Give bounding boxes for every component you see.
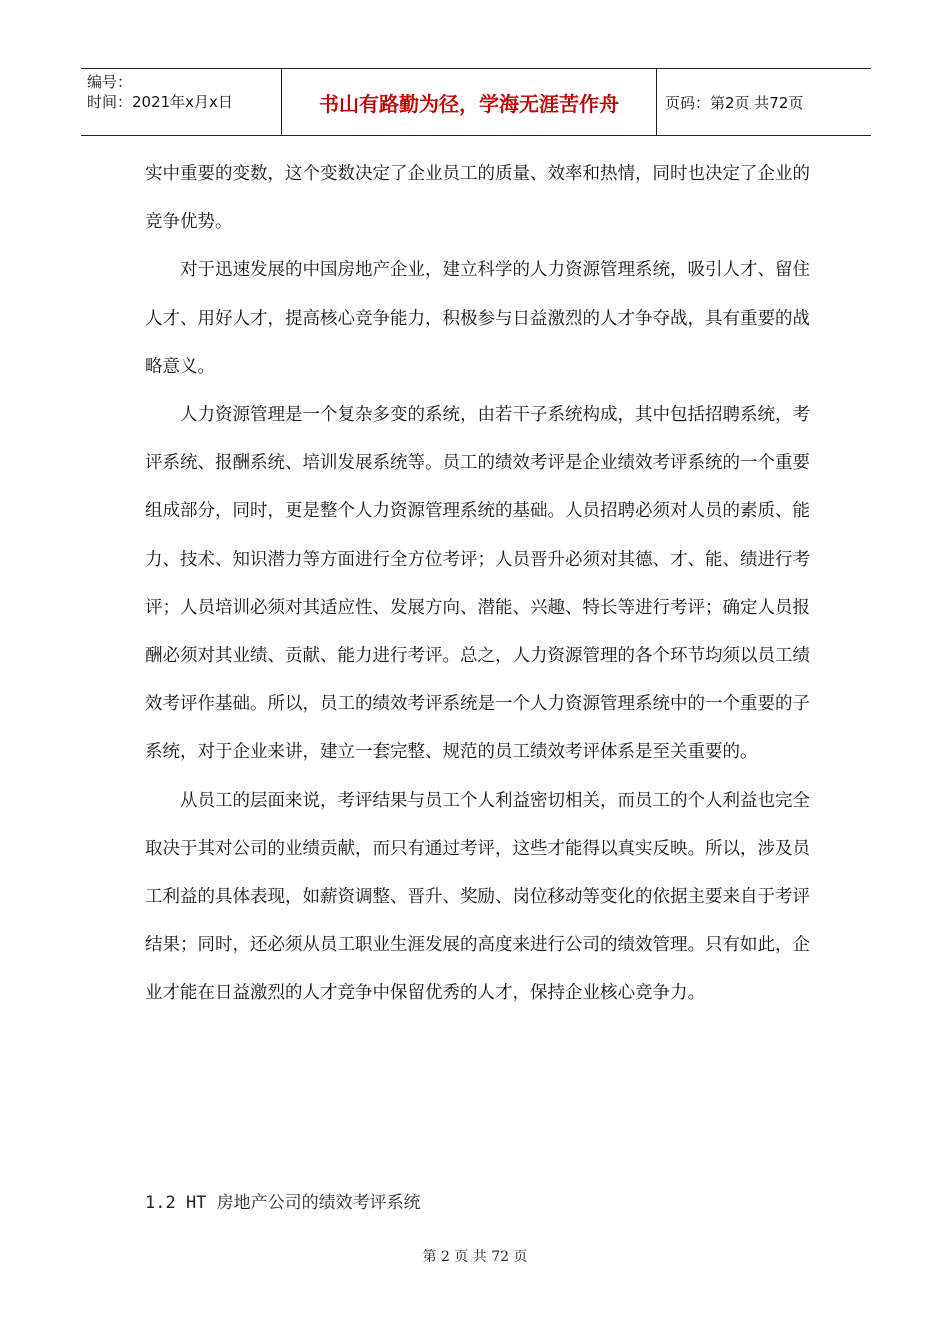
header-meta <box>81 69 281 135</box>
paragraph-continued: 实中重要的变数，这个变数决定了企业员工的质量、效率和热情，同时也决定了企业的竞争优势。 <box>145 164 810 233</box>
doc-time-label: 时间：2021年x月x日 <box>87 93 233 111</box>
page-header <box>81 68 871 136</box>
paragraph: 从员工的层面来说，考评结果与员工个人利益密切相关，而员工的个人利益也完全取决于其对公司的业绩贡献，而只有通过考评，这些才能得以真实反映。所以，涉及员工利益的具体表现，如薪资调整、晋升、奖励、岗位移动等变化的依据主要来自于考评结果；同时，还必须从员工职业生涯发展的高度来进行公司的绩效管理。只有如此，企业才能在日益激烈的人才竞争中保留优秀的人才，保持企业核心竞争力。 <box>145 790 810 1004</box>
page-footer: 第 2 页 共 72 页 <box>422 1249 528 1265</box>
paragraph: 人力资源管理是一个复杂多变的系统，由若干子系统构成，其中包括招聘系统，考评系统、报酬系统、培训发展系统等。员工的绩效考评是企业绩效考评系统的一个重要组成部分，同时，更是整个人力资源管理系统的基础。人员招聘必须对人员的素质、能力、技术、知识潜力等方面进行全方位考评；人员晋升必须对其德、才、能、绩进行考评；人员培训必须对其适应性、发展方向、潜能、兴趣、特长等进行考评；确定人员报酬必须对其业绩、贡献、能力进行考评。总之，人力资源管理的各个环节均须以员工绩效考评作基础。所以，员工的绩效考评系统是一个人力资源管理系统中的一个重要的子系统，对于企业来讲，建立一套完整、规范的员工绩效考评体系是至关重要的。 <box>145 405 810 763</box>
section-heading: 1.2 HT 房地产公司的绩效考评系统 <box>145 1193 421 1213</box>
doc-code-label: 编号： <box>87 73 133 91</box>
header-motto: 书山有路勤为径，学海无涯苦作舟 <box>281 69 657 135</box>
paragraph: 对于迅速发展的中国房地产企业，建立科学的人力资源管理系统，吸引人才、留住人才、用好人才，提高核心竞争能力，积极参与日益激烈的人才争夺战，具有重要的战略意义。 <box>145 260 810 377</box>
document-body <box>145 150 810 1018</box>
header-page-label: 页码：第2页 共72页 <box>665 93 804 112</box>
